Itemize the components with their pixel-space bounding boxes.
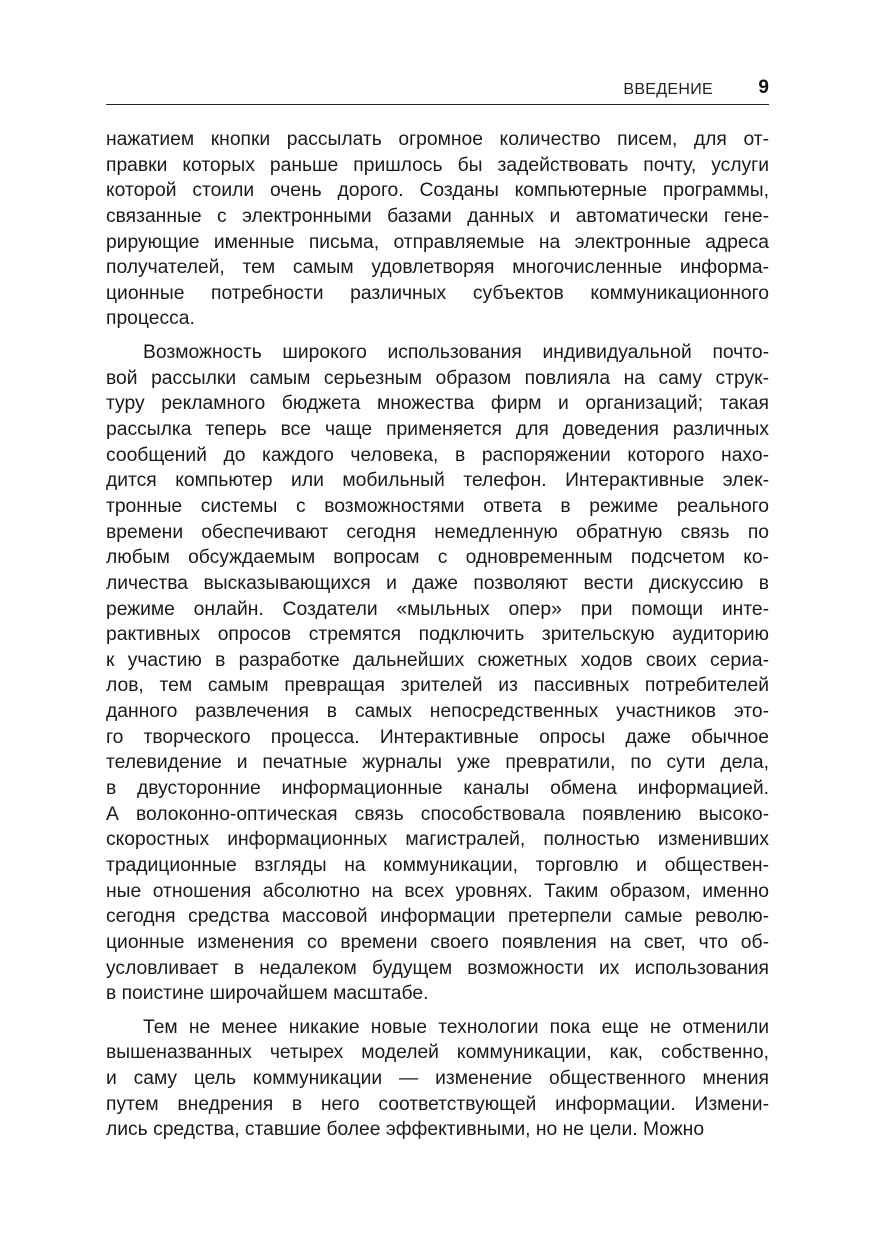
text-line: получателей, тем самым удовлетворяя многочисленные информа- [106, 257, 769, 279]
paragraph [106, 127, 769, 332]
paragraph [106, 1015, 769, 1143]
text-line: путем внедрения в него соответствующей информации. Измени- [106, 1093, 769, 1115]
text-line: рактивных опросов стремятся подключить зрительскую аудиторию [106, 624, 769, 646]
text-line: времени обеспечивают сегодня немедленную обратную связь по [106, 521, 769, 543]
body-text [106, 127, 769, 1143]
text-line: ционные изменения со времени своего появления на свет, что об- [106, 931, 769, 953]
text-line: любым обсуждаемым вопросам с одновременным подсчетом ко- [106, 547, 769, 569]
text-line: нажатием кнопки рассылать огромное количество писем, для от- [106, 129, 769, 150]
text-line: Тем не менее никакие новые технологии пока еще не отменили [143, 1016, 769, 1038]
text-line: скоростных информационных магистралей, полностью изменивших [106, 829, 769, 851]
chapter-title: ВВЕДЕНИЕ [623, 81, 713, 98]
text-line: сообщений до каждого человека, в распоряжении которого нахо- [106, 444, 769, 466]
text-line: связанные с электронными базами данных и автоматически гене- [106, 205, 769, 227]
text-line: ционные потребности различных субъектов коммуникационного [106, 282, 769, 304]
text-line: ные отношения абсолютно на всех уровнях. Таким образом, именно [106, 880, 769, 902]
text-line: лов, тем самым превращая зрителей из пассивных потребителей [106, 675, 769, 697]
text-line: которой стоили очень дорого. Созданы компьютерные программы, [106, 180, 769, 202]
text-line: вой рассылки самым серьезным образом повлияла на саму струк- [106, 367, 769, 389]
text-line: тронные системы с возможностями ответа в режиме реального [106, 495, 769, 517]
text-line: рирующие именные письма, отправляемые на электронные адреса [106, 231, 769, 253]
text-line: телевидение и печатные журналы уже превратили, по сути дела, [106, 752, 769, 774]
text-line: Возможность широкого использования индивидуальной почто- [143, 342, 769, 364]
text-line: к участию в разработке дальнейших сюжетных ходов своих сериа- [106, 649, 769, 671]
text-line: правки которых раньше пришлось бы задействовать почту, услуги [106, 154, 769, 176]
page-number: 9 [758, 77, 769, 98]
text-line: рассылка теперь все чаще применяется для доведения различных [106, 419, 769, 441]
text-line: процесса. [106, 308, 195, 330]
text-line: в двусторонние информационные каналы обмена информацией. [106, 778, 769, 800]
text-line: сегодня средства массовой информации претерпели самые револю- [106, 906, 769, 928]
text-line: традиционные взгляды на коммуникации, торговлю и обществен- [106, 854, 769, 876]
text-line: личества высказывающихся и даже позволяют вести дискуссию в [106, 572, 769, 594]
text-line: в поистине широчайшем масштабе. [106, 983, 429, 1005]
text-line: А волоконно-оптическая связь способствовала появлению высоко- [106, 803, 769, 825]
text-line: данного развлечения в самых непосредственных участников это- [106, 701, 769, 723]
text-line: режиме онлайн. Создатели «мыльных опер» при помощи инте- [106, 598, 769, 620]
text-line: го творческого процесса. Интерактивные опросы даже обычное [106, 726, 769, 748]
text-line: дится компьютер или мобильный телефон. Интерактивные элек- [106, 470, 769, 492]
text-line: туру рекламного бюджета множества фирм и организаций; такая [106, 393, 769, 415]
running-header [106, 76, 769, 105]
text-line: и саму цель коммуникации — изменение общественного мнения [106, 1068, 769, 1090]
text-line: условливает в недалеком будущем возможности их использования [106, 957, 769, 979]
text-line: лись средства, ставшие более эффективными, но не цели. Можно [106, 1119, 705, 1141]
text-line: вышеназванных четырех моделей коммуникации, как, собственно, [106, 1042, 769, 1064]
paragraph [106, 340, 769, 1007]
